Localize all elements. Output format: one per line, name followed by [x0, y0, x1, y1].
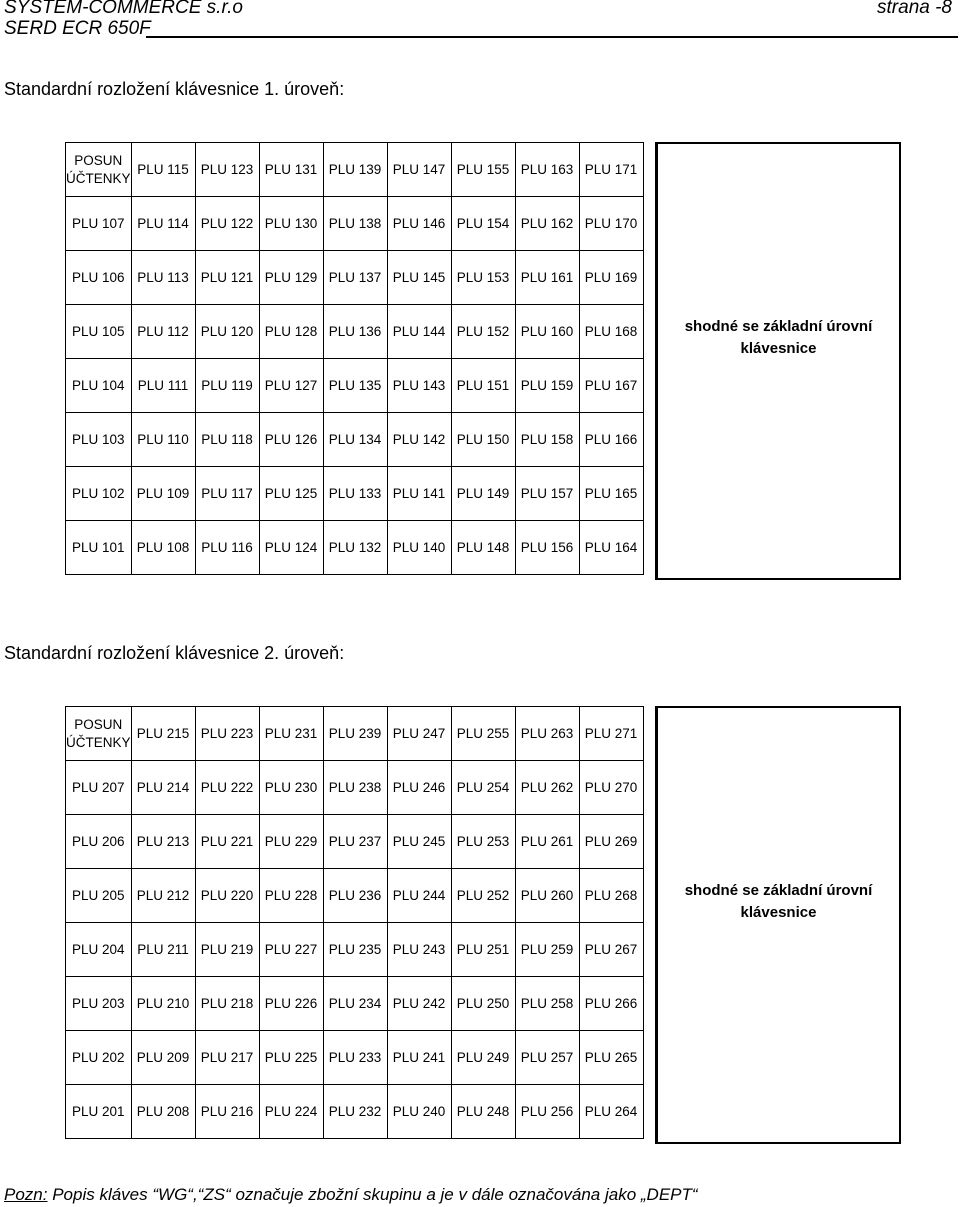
plu-key: PLU 135 — [323, 359, 387, 413]
plu-key: PLU 129 — [259, 251, 323, 305]
plu-key: PLU 267 — [579, 923, 643, 977]
level1-same-as-base-area — [655, 142, 901, 580]
plu-key: PLU 222 — [195, 761, 259, 815]
plu-key: PLU 205 — [66, 869, 132, 923]
receipt-shift-key-label-1: POSUN — [74, 152, 123, 168]
key-row — [66, 305, 644, 359]
plu-key: PLU 124 — [259, 521, 323, 575]
plu-key: PLU 208 — [131, 1085, 195, 1139]
plu-key: PLU 254 — [451, 761, 515, 815]
level1-title: Standardní rozložení klávesnice 1. úroveň: — [4, 79, 345, 99]
plu-key: PLU 229 — [259, 815, 323, 869]
plu-key: PLU 140 — [387, 521, 451, 575]
plu-key: PLU 212 — [131, 869, 195, 923]
plu-key: PLU 269 — [579, 815, 643, 869]
plu-key: PLU 137 — [323, 251, 387, 305]
plu-key: PLU 225 — [259, 1031, 323, 1085]
plu-key: PLU 122 — [195, 197, 259, 251]
level2-same-as-base-text-1: shodné se základní úrovní — [684, 882, 873, 899]
plu-key: PLU 213 — [131, 815, 195, 869]
plu-key: PLU 112 — [131, 305, 195, 359]
plu-key: PLU 265 — [579, 1031, 643, 1085]
plu-key: PLU 102 — [66, 467, 132, 521]
plu-key: PLU 236 — [323, 869, 387, 923]
plu-key: PLU 158 — [515, 413, 579, 467]
plu-key: PLU 107 — [66, 197, 132, 251]
plu-key: PLU 109 — [131, 467, 195, 521]
key-row — [66, 869, 644, 923]
plu-key: PLU 151 — [451, 359, 515, 413]
plu-key: PLU 108 — [131, 521, 195, 575]
key-row — [66, 251, 644, 305]
key-row — [66, 197, 644, 251]
plu-key: PLU 159 — [515, 359, 579, 413]
plu-key: PLU 238 — [323, 761, 387, 815]
plu-key: PLU 116 — [195, 521, 259, 575]
plu-key: PLU 114 — [131, 197, 195, 251]
plu-key: PLU 217 — [195, 1031, 259, 1085]
plu-key: PLU 262 — [515, 761, 579, 815]
plu-key: PLU 165 — [579, 467, 643, 521]
plu-key: PLU 105 — [66, 305, 132, 359]
plu-key: PLU 203 — [66, 977, 132, 1031]
plu-key: PLU 264 — [579, 1085, 643, 1139]
level1-key-grid — [65, 142, 644, 575]
plu-key: PLU 240 — [387, 1085, 451, 1139]
receipt-shift-key-label-2: ÚČTENKY — [66, 170, 131, 186]
key-row — [66, 359, 644, 413]
footnote-label: Pozn: — [4, 1185, 48, 1204]
plu-key: PLU 202 — [66, 1031, 132, 1085]
plu-key: PLU 145 — [387, 251, 451, 305]
plu-key: PLU 251 — [451, 923, 515, 977]
plu-key: PLU 157 — [515, 467, 579, 521]
level2-keyboard — [65, 706, 901, 1146]
level1-same-as-base-text-2: klávesnice — [740, 340, 817, 357]
plu-key: PLU 219 — [195, 923, 259, 977]
plu-key: PLU 201 — [66, 1085, 132, 1139]
plu-key: PLU 156 — [515, 521, 579, 575]
plu-key: PLU 226 — [259, 977, 323, 1031]
plu-key: PLU 103 — [66, 413, 132, 467]
plu-key: PLU 223 — [195, 707, 259, 761]
plu-key: PLU 248 — [451, 1085, 515, 1139]
plu-key: PLU 155 — [451, 143, 515, 197]
plu-key: PLU 232 — [323, 1085, 387, 1139]
plu-key: PLU 214 — [131, 761, 195, 815]
receipt-shift-key — [66, 707, 132, 761]
plu-key: PLU 147 — [387, 143, 451, 197]
plu-key: PLU 268 — [579, 869, 643, 923]
plu-key: PLU 128 — [259, 305, 323, 359]
header-company: SYSTEM-COMMERCE s.r.o — [4, 0, 243, 18]
plu-key: PLU 206 — [66, 815, 132, 869]
plu-key: PLU 252 — [451, 869, 515, 923]
plu-key: PLU 110 — [131, 413, 195, 467]
plu-key: PLU 115 — [131, 143, 195, 197]
plu-key: PLU 106 — [66, 251, 132, 305]
level2-title: Standardní rozložení klávesnice 2. úroveň: — [4, 643, 345, 663]
plu-key: PLU 146 — [387, 197, 451, 251]
plu-key: PLU 263 — [515, 707, 579, 761]
plu-key: PLU 160 — [515, 305, 579, 359]
footnote — [4, 1185, 698, 1205]
plu-key: PLU 149 — [451, 467, 515, 521]
receipt-shift-key-label-1: POSUN — [74, 716, 123, 732]
plu-key: PLU 227 — [259, 923, 323, 977]
plu-key: PLU 245 — [387, 815, 451, 869]
plu-key: PLU 247 — [387, 707, 451, 761]
plu-key: PLU 210 — [131, 977, 195, 1031]
plu-key: PLU 171 — [579, 143, 643, 197]
plu-key: PLU 218 — [195, 977, 259, 1031]
plu-key: PLU 244 — [387, 869, 451, 923]
plu-key: PLU 162 — [515, 197, 579, 251]
plu-key: PLU 169 — [579, 251, 643, 305]
plu-key: PLU 228 — [259, 869, 323, 923]
plu-key: PLU 166 — [579, 413, 643, 467]
level2-same-as-base-area — [655, 706, 901, 1144]
plu-key: PLU 153 — [451, 251, 515, 305]
plu-key: PLU 138 — [323, 197, 387, 251]
plu-key: PLU 242 — [387, 977, 451, 1031]
plu-key: PLU 163 — [515, 143, 579, 197]
plu-key: PLU 233 — [323, 1031, 387, 1085]
plu-key: PLU 215 — [131, 707, 195, 761]
plu-key: PLU 104 — [66, 359, 132, 413]
plu-key: PLU 270 — [579, 761, 643, 815]
plu-key: PLU 220 — [195, 869, 259, 923]
key-row — [66, 977, 644, 1031]
plu-key: PLU 237 — [323, 815, 387, 869]
plu-key: PLU 170 — [579, 197, 643, 251]
plu-key: PLU 235 — [323, 923, 387, 977]
plu-key: PLU 144 — [387, 305, 451, 359]
receipt-shift-key-label-2: ÚČTENKY — [66, 734, 131, 750]
plu-key: PLU 111 — [131, 359, 195, 413]
level1-same-as-base-text-1: shodné se základní úrovní — [684, 318, 873, 335]
plu-key: PLU 250 — [451, 977, 515, 1031]
plu-key: PLU 211 — [131, 923, 195, 977]
plu-key: PLU 121 — [195, 251, 259, 305]
key-row — [66, 521, 644, 575]
plu-key: PLU 117 — [195, 467, 259, 521]
plu-key: PLU 161 — [515, 251, 579, 305]
plu-key: PLU 271 — [579, 707, 643, 761]
plu-key: PLU 167 — [579, 359, 643, 413]
plu-key: PLU 152 — [451, 305, 515, 359]
plu-key: PLU 133 — [323, 467, 387, 521]
level2-key-grid — [65, 706, 644, 1139]
plu-key: PLU 126 — [259, 413, 323, 467]
plu-key: PLU 154 — [451, 197, 515, 251]
plu-key: PLU 243 — [387, 923, 451, 977]
plu-key: PLU 221 — [195, 815, 259, 869]
key-row — [66, 815, 644, 869]
plu-key: PLU 249 — [451, 1031, 515, 1085]
key-row — [66, 707, 644, 761]
plu-key: PLU 258 — [515, 977, 579, 1031]
plu-key: PLU 113 — [131, 251, 195, 305]
header-model: SERD ECR 650F — [4, 18, 151, 39]
key-row — [66, 143, 644, 197]
footnote-text: Popis kláves “WG“,“ZS“ označuje zbožní skupinu a je v dále označována jako „DEPT“ — [47, 1185, 698, 1204]
plu-key: PLU 136 — [323, 305, 387, 359]
plu-key: PLU 132 — [323, 521, 387, 575]
plu-key: PLU 141 — [387, 467, 451, 521]
header-rule — [146, 36, 958, 38]
plu-key: PLU 257 — [515, 1031, 579, 1085]
plu-key: PLU 127 — [259, 359, 323, 413]
key-row — [66, 761, 644, 815]
plu-key: PLU 207 — [66, 761, 132, 815]
plu-key: PLU 234 — [323, 977, 387, 1031]
level2-same-as-base-text-2: klávesnice — [740, 904, 817, 921]
plu-key: PLU 224 — [259, 1085, 323, 1139]
plu-key: PLU 150 — [451, 413, 515, 467]
plu-key: PLU 260 — [515, 869, 579, 923]
plu-key: PLU 139 — [323, 143, 387, 197]
plu-key: PLU 255 — [451, 707, 515, 761]
plu-key: PLU 130 — [259, 197, 323, 251]
plu-key: PLU 118 — [195, 413, 259, 467]
plu-key: PLU 164 — [579, 521, 643, 575]
plu-key: PLU 216 — [195, 1085, 259, 1139]
plu-key: PLU 101 — [66, 521, 132, 575]
plu-key: PLU 134 — [323, 413, 387, 467]
plu-key: PLU 125 — [259, 467, 323, 521]
plu-key: PLU 256 — [515, 1085, 579, 1139]
key-row — [66, 413, 644, 467]
level1-keyboard — [65, 142, 901, 582]
key-row — [66, 923, 644, 977]
plu-key: PLU 259 — [515, 923, 579, 977]
plu-key: PLU 143 — [387, 359, 451, 413]
plu-key: PLU 168 — [579, 305, 643, 359]
plu-key: PLU 261 — [515, 815, 579, 869]
plu-key: PLU 266 — [579, 977, 643, 1031]
header-page-number: strana -8 — [877, 0, 952, 18]
plu-key: PLU 230 — [259, 761, 323, 815]
key-row — [66, 467, 644, 521]
plu-key: PLU 123 — [195, 143, 259, 197]
plu-key: PLU 231 — [259, 707, 323, 761]
plu-key: PLU 209 — [131, 1031, 195, 1085]
plu-key: PLU 246 — [387, 761, 451, 815]
receipt-shift-key — [66, 143, 132, 197]
plu-key: PLU 148 — [451, 521, 515, 575]
plu-key: PLU 204 — [66, 923, 132, 977]
key-row — [66, 1085, 644, 1139]
plu-key: PLU 131 — [259, 143, 323, 197]
key-row — [66, 1031, 644, 1085]
plu-key: PLU 253 — [451, 815, 515, 869]
plu-key: PLU 142 — [387, 413, 451, 467]
plu-key: PLU 239 — [323, 707, 387, 761]
plu-key: PLU 241 — [387, 1031, 451, 1085]
plu-key: PLU 120 — [195, 305, 259, 359]
plu-key: PLU 119 — [195, 359, 259, 413]
